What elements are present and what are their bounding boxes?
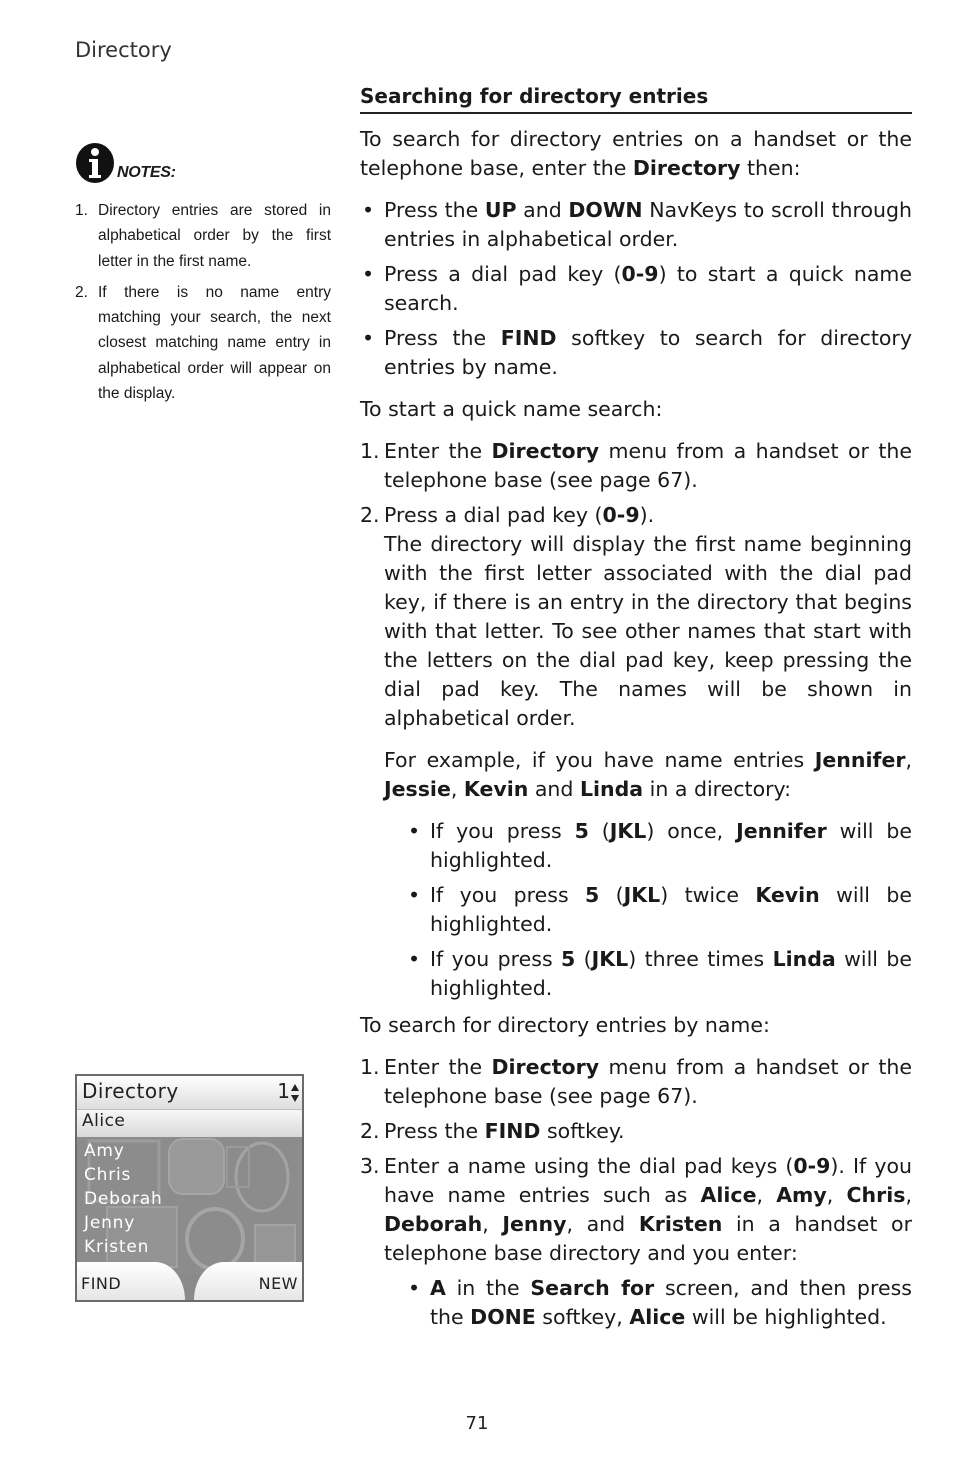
text-segment: menu from a handset or the telephone base (see page 67).: [384, 439, 912, 492]
text-segment: Enter the: [384, 439, 492, 463]
step-item: [360, 501, 912, 1003]
intro-paragraph: [360, 125, 912, 183]
step-number: 2.: [75, 283, 88, 301]
text-segment: ) to start a quick name search.: [384, 262, 912, 315]
bold-term: Search for: [530, 1276, 655, 1300]
text-segment: ,: [826, 1183, 847, 1207]
step-number: 2.: [360, 503, 380, 527]
find-softkey[interactable]: [77, 1262, 185, 1300]
bold-term: Linda: [772, 947, 836, 971]
text-segment: softkey.: [540, 1119, 625, 1143]
notes-list: [75, 198, 331, 406]
text-segment: (: [588, 819, 610, 843]
new-softkey[interactable]: [194, 1262, 302, 1300]
text-segment: ) twice: [660, 883, 756, 907]
step-item: [360, 1117, 912, 1146]
quick-search-intro: To start a quick name search:: [360, 397, 663, 421]
step-number: 2.: [360, 1119, 380, 1143]
text-segment: Press the: [384, 198, 485, 222]
bold-term: Kevin: [463, 777, 529, 801]
text-segment: will be highlighted.: [430, 883, 912, 936]
screen-entry[interactable]: Deborah: [84, 1189, 163, 1209]
page-number: 71: [465, 1413, 489, 1434]
text-segment: in a directory:: [643, 777, 792, 801]
bold-term: Linda: [579, 777, 644, 801]
bullet-item: [360, 260, 912, 318]
screen-entry[interactable]: Chris: [84, 1165, 132, 1185]
step-number: 1.: [360, 439, 380, 463]
bold-term: 5: [561, 947, 576, 971]
text-segment: will be highlighted.: [430, 947, 913, 1000]
bold-term: FIND: [500, 326, 557, 350]
name-search-bullet: [406, 1274, 912, 1332]
bold-term: DONE: [470, 1305, 536, 1329]
bold-term: Jennifer: [814, 748, 906, 772]
main-content: [360, 83, 912, 1340]
step-item: [360, 437, 912, 495]
text-segment: ,: [450, 777, 464, 801]
entry-list-area: [77, 1137, 302, 1274]
bold-term: Directory: [491, 439, 600, 463]
text-segment: ,: [482, 1212, 503, 1236]
step-number: 3.: [360, 1154, 380, 1178]
bold-term: Kristen: [638, 1212, 723, 1236]
bold-term: Jennifer: [736, 819, 827, 843]
step-item: [360, 1152, 912, 1332]
text-segment: will be highlighted.: [685, 1305, 887, 1329]
text-segment: and: [528, 777, 580, 801]
text-segment: ). If you have name entries such as: [384, 1154, 912, 1207]
text-segment: ,: [905, 1183, 912, 1207]
screen-entry[interactable]: Kristen: [84, 1237, 150, 1257]
bold-term: JKL: [591, 947, 629, 971]
example-bullet: [406, 881, 912, 939]
section-heading: Searching for directory entries: [360, 83, 912, 114]
text-segment: (: [575, 947, 592, 971]
text-segment: To search for directory entries on a handset or the telephone base, enter the: [360, 127, 912, 180]
text-segment: If you press: [430, 947, 562, 971]
bold-term: Deborah: [384, 1212, 483, 1236]
bold-term: Directory: [491, 1055, 600, 1079]
softkey-bar: [77, 1262, 302, 1300]
text-segment: menu from a handset or the telephone base (see page 67).: [384, 1055, 912, 1108]
text-segment: ).: [639, 503, 655, 527]
text-segment: ,: [905, 748, 912, 772]
text-segment: If you press: [430, 883, 586, 907]
find-softkey-label: FIND: [81, 1274, 122, 1293]
quick-search-explanation: The directory will display the first name beginning with the first letter associated with the dial pad key, if there is an entry in the directory that begins with that letter. To see other names that start with the letters on the dial pad key, keep pressing the dial pad key. The names will be shown in alphabetical order.: [384, 532, 912, 730]
text-segment: then:: [740, 156, 801, 180]
info-icon: [75, 142, 115, 184]
bold-term: 5: [585, 883, 600, 907]
text-segment: and: [516, 198, 569, 222]
notes-header: [75, 136, 331, 184]
step-item: [360, 1053, 912, 1111]
example-bullet: [406, 945, 912, 1003]
text-segment: , and: [566, 1212, 639, 1236]
name-search-steps: [360, 1053, 912, 1332]
text-segment: Press the: [384, 326, 501, 350]
name-search-intro: To search for directory entries by name:: [360, 1013, 770, 1037]
text-segment: Press a dial pad key (: [384, 503, 603, 527]
bold-term: DOWN: [568, 198, 643, 222]
text-segment: in the: [445, 1276, 531, 1300]
highlighted-entry: [77, 1110, 302, 1137]
bullet-item: [360, 324, 912, 382]
text-segment: ,: [756, 1183, 777, 1207]
text-segment: NavKeys to scroll through entries in alphabetical order.: [384, 198, 912, 251]
text-segment: (: [599, 883, 624, 907]
example-bullets: [384, 817, 912, 1003]
screen-title: Directory: [82, 1079, 179, 1103]
bullet-item: [360, 196, 912, 254]
text-segment: in a handset or telephone base directory and you enter:: [384, 1212, 912, 1265]
text-segment: will be highlighted.: [430, 819, 913, 872]
example-bullet: [406, 817, 912, 875]
bold-term: FIND: [484, 1119, 541, 1143]
text-segment: softkey,: [535, 1305, 630, 1329]
entry-counter: 1: [277, 1079, 290, 1103]
navigation-bullets: [360, 196, 912, 382]
note-item: [75, 280, 331, 406]
step-number: 1.: [360, 1055, 380, 1079]
bold-term: Alice: [629, 1305, 686, 1329]
text-segment: softkey to search for directory entries by name.: [384, 326, 912, 379]
bold-term: A: [430, 1276, 446, 1300]
text-segment: Press the: [384, 1119, 485, 1143]
handset-screen: [75, 1074, 304, 1302]
bold-term: 0-9: [602, 503, 640, 527]
bold-term: Amy: [776, 1183, 827, 1207]
text-segment: ) once,: [646, 819, 737, 843]
name-search-bullets: [384, 1274, 912, 1332]
text-segment: Press a dial pad key (: [384, 262, 622, 286]
text-segment: Enter a name using the dial pad keys (: [384, 1154, 794, 1178]
bold-term: 0-9: [621, 262, 659, 286]
bold-term: JKL: [623, 883, 661, 907]
bold-term: Kevin: [755, 883, 820, 907]
highlighted-entry-label: Alice: [82, 1111, 126, 1131]
text-segment: screen, and then press the: [430, 1276, 912, 1329]
bold-term: Alice: [700, 1183, 757, 1207]
note-item: [75, 198, 331, 274]
new-softkey-label: NEW: [258, 1274, 298, 1293]
bold-term: Jessie: [384, 777, 451, 801]
example-paragraph: [384, 746, 912, 804]
screen-entry[interactable]: Jenny: [84, 1213, 136, 1233]
step-number: 1.: [75, 202, 88, 219]
bold-term: Jenny: [502, 1212, 567, 1236]
bold-term: UP: [484, 198, 517, 222]
quick-search-steps: [360, 437, 912, 1003]
note-text: If there is no name entry matching your search, the next closest matching name entry in alphabetical order will appear on the display.: [98, 283, 331, 403]
notes-panel: [75, 136, 331, 412]
text-segment: If you press: [430, 819, 575, 843]
bold-term: Directory: [632, 156, 741, 180]
screen-entry[interactable]: Amy: [84, 1141, 125, 1161]
notes-title: NOTES:: [117, 164, 176, 181]
bold-term: Chris: [846, 1183, 906, 1207]
scroll-arrows-icon: [290, 1083, 300, 1103]
screen-header: [77, 1076, 302, 1110]
section-label: Directory: [75, 38, 172, 62]
text-segment: ) three times: [628, 947, 773, 971]
bold-term: 5: [574, 819, 589, 843]
text-segment: For example, if you have name entries: [384, 748, 815, 772]
note-text: Directory entries are stored in alphabetical order by the first letter in the first name.: [98, 202, 331, 270]
entry-list: [84, 1139, 163, 1259]
text-segment: Enter the: [384, 1055, 492, 1079]
bold-term: 0-9: [793, 1154, 831, 1178]
bold-term: JKL: [609, 819, 647, 843]
